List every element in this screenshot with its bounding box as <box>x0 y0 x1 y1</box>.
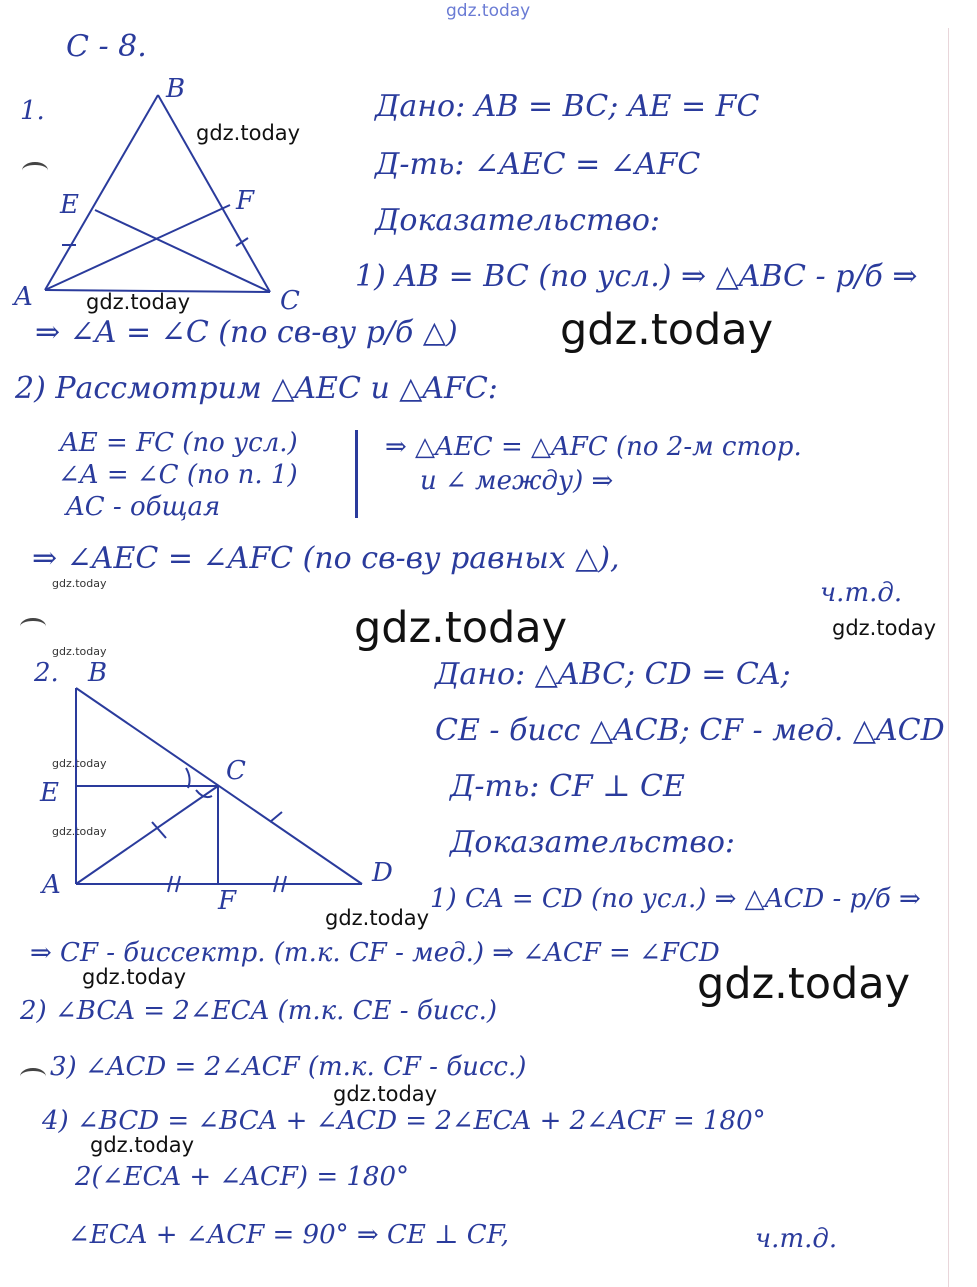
proof-title: Доказательство: <box>375 203 661 238</box>
margin-line <box>948 28 949 1287</box>
watermark: gdz.today <box>52 645 107 658</box>
task-number: 1. <box>20 96 45 126</box>
proof-step: 1) AB = BC (по усл.) ⇒ △ABC - р/б ⇒ <box>355 259 918 294</box>
vertex-label: D <box>372 858 393 888</box>
watermark: gdz.today <box>446 1 531 21</box>
qed-mark: ч.т.д. <box>755 1224 838 1254</box>
condition-line: AC - общая <box>66 492 221 522</box>
vertex-label: E <box>40 778 59 808</box>
watermark: gdz.today <box>832 616 937 640</box>
watermark: gdz.today <box>354 603 568 653</box>
given-text: Дано: △ABC; CD = CA; <box>435 657 791 692</box>
proof-step: 4) ∠BCD = ∠BCA + ∠ACD = 2∠ECA + 2∠ACF = 180° <box>42 1106 766 1136</box>
watermark: gdz.today <box>52 757 107 770</box>
vertex-label: A <box>42 870 61 900</box>
condition-line: ∠A = ∠C (по п. 1) <box>58 460 298 490</box>
watermark: gdz.today <box>196 121 301 145</box>
prove-text: Д-ть: CF ⊥ CE <box>450 769 685 804</box>
vertex-label: B <box>166 74 186 104</box>
watermark: gdz.today <box>697 959 911 1009</box>
vertex-label: F <box>218 886 237 916</box>
watermark: gdz.today <box>82 965 187 989</box>
condition-line: AE = FC (по усл.) <box>60 428 298 458</box>
proof-step: 3) ∠ACD = 2∠ACF (т.к. CF - бисс.) <box>50 1052 527 1082</box>
vertex-label: B <box>88 658 108 688</box>
proof-step: 2) ∠BCA = 2∠ECA (т.к. CE - бисс.) <box>20 996 498 1026</box>
page-title: С - 8. <box>66 29 147 64</box>
task-number: 2. <box>34 658 59 688</box>
vertex-label: F <box>236 186 255 216</box>
watermark: gdz.today <box>560 305 774 355</box>
proof-step: ⇒ ∠A = ∠C (по св-ву р/б △) <box>35 315 458 350</box>
watermark: gdz.today <box>52 825 107 838</box>
proof-title: Доказательство: <box>450 825 736 860</box>
proof-step: 2) Рассмотрим △AEC и △AFC: <box>15 371 498 406</box>
triangle-diagram-2 <box>0 0 420 920</box>
qed-mark: ч.т.д. <box>820 578 903 608</box>
binder-hole-icon <box>20 1068 46 1085</box>
vertex-label: C <box>280 286 300 316</box>
given-text: CE - бисс △ACB; CF - мед. △ACD <box>435 713 945 748</box>
watermark: gdz.today <box>333 1082 438 1106</box>
vertex-label: C <box>226 756 246 786</box>
proof-step: 1) CA = CD (по усл.) ⇒ △ACD - р/б ⇒ <box>430 884 921 914</box>
proof-result: ∠ECA + ∠ACF = 90° ⇒ CE ⊥ CF, <box>68 1220 509 1250</box>
watermark: gdz.today <box>325 906 430 930</box>
given-text: Дано: AB = BC; AE = FC <box>375 89 760 124</box>
watermark: gdz.today <box>90 1133 195 1157</box>
proof-step: ⇒ CF - биссектр. (т.к. CF - мед.) ⇒ ∠ACF = ∠FCD <box>30 938 720 968</box>
watermark: gdz.today <box>86 290 191 314</box>
watermark: gdz.today <box>52 577 107 590</box>
proof-result: ⇒ ∠AEC = ∠AFC (по св-ву равных △), <box>32 541 620 576</box>
prove-text: Д-ть: ∠AEC = ∠AFC <box>375 147 701 182</box>
vertex-label: E <box>60 190 79 220</box>
vertex-label: A <box>14 282 33 312</box>
conclusion-line: и ∠ между) ⇒ <box>420 466 614 496</box>
proof-step: 2(∠ECA + ∠ACF) = 180° <box>75 1162 410 1192</box>
conclusion-line: ⇒ △AEC = △AFC (по 2-м стор. <box>385 432 802 462</box>
